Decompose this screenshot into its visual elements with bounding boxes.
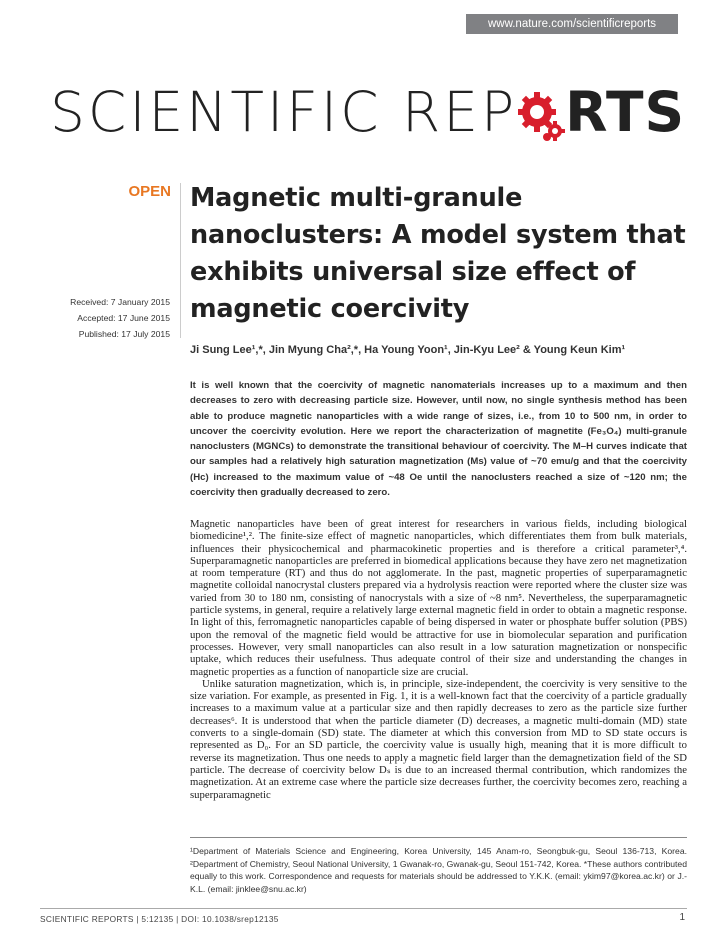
journal-masthead: [50, 82, 685, 142]
journal-url[interactable]: www.nature.com/scientificreports: [466, 14, 678, 34]
received-date: Received: 7 January 2015: [70, 297, 170, 307]
footer-citation: SCIENTIFIC REPORTS | 5:12135 | DOI: 10.1038/srep12135: [40, 914, 279, 924]
abstract: It is well known that the coercivity of magnetic nanomaterials increases up to a maximum and then decreases to zero with decreasing particle size. However, until now, no single synthesis method has been able to produce magnetic nanoparticles with a wide range of sizes, i.e., from 10 to 500 nm, in order to uncover the coercivity evolution. Here we report the characterization of magnetite (Fe₃O₄) multi-granule nanoclusters (MGNCs) to demonstrate the transitional behaviour of coercivity. The M–H curves indicate that our samples had a relatively high saturation magnetization (Ms) value of ~70 emu/g and that the coercivity (Hc) increased to the maximum value of ~48 Oe until the nanoclusters reached a size of ~120 nm; the coercivity then gradually decreased to zero.: [190, 380, 687, 499]
article-title: Magnetic multi-granule nanoclusters: A model system that exhibits universal size effect of magnetic coercivity: [190, 183, 686, 324]
author-list: Ji Sung Lee¹,*, Jin Myung Cha²,*, Ha Young Yoon¹, Jin-Kyu Lee² & Young Keun Kim¹: [190, 344, 626, 356]
masthead-text-bold: RTS: [565, 80, 686, 144]
footer-divider: [40, 908, 687, 909]
open-access-label: OPEN: [128, 183, 171, 200]
affiliations-footnote: ¹Department of Materials Science and Engineering, Korea University, 145 Anam-ro, Seongbuk-gu, Seoul 136-713, Korea. ²Department of Chemistry, Seoul National University, 1 Gwanak-ro, Gwanak-gu, Seoul 151-742, Korea. *These authors contributed equally to this work. Correspondence and requests for materials should be addressed to Y.K.K. (email: ykim97@korea.ac.kr) or J.-K.L. (email: jinklee@snu.ac.kr): [190, 846, 687, 894]
accepted-date: Accepted: 17 June 2015: [77, 313, 170, 323]
gear-logo-icon: [517, 82, 565, 142]
body-paragraph: Magnetic nanoparticles have been of great interest for researchers in various fields, including biological biomedicine¹,². The finite-size effect of magnetic nanoparticles, which differentiates them from bulk materials, influences their physicochemical and pharmacokinetic properties and is therefore a critical parameter³,⁴. Superparamagnetic nanoparticles are preferred in biomedical applications because they have zero net magnetization at room temperature (RT) and thus do not agglomerate. In the past, magnetic properties of superparamagnetic magnetite colloidal nanocrystal clusters prepared via a hydrolysis reaction were reported where the cluster size was varied from 30 to 180 nm, consisting of nanocrystals with a size of ~8 nm⁵. Nevertheless, the superparamagnetic particle systems, in general, require a relatively large external magnetic field in order to obtain a magnetic response. In light of this, ferromagnetic nanoparticles capable of being dispersed in water or phosphate buffer solution (PBS) upon the removal of the magnetic field would be attractive for use in biomolecular separation and purification processes. However, very small nanoparticles can also result in a low saturation magnetization or nonspecific uptake, which reduces their usefulness. Thus adequate control of their size and understanding the changes in magnetic properties as a function of nanoparticle size are crucial.: [190, 518, 687, 678]
page-number: 1: [679, 912, 685, 923]
footnote-divider: [190, 837, 687, 838]
article-dates: [40, 294, 170, 342]
published-date: Published: 17 July 2015: [78, 329, 170, 339]
masthead-text: SCIENTIFIC REP: [50, 80, 518, 144]
body-paragraph: Unlike saturation magnetization, which is, in principle, size-independent, the coercivity is very sensitive to the size variation. For example, as presented in Fig. 1, it is a well-known fact that the coercivity of a particle gradually increases to a maximum value at a particular size and then rapidly decreases to zero as the particle size further decreases⁶. It is understood that when the particle diameter (D) decreases, a magnetic multi-domain (MD) state converts to a single-domain (SD) state. The diameter at which this conversion from MD to SD state occurs is represented as D₀. For an SD particle, the coercivity value is usually high, meaning that it is more difficult to reverse its magnetization. Thus one needs to apply a magnetic field larger than the demagnetization field of the SD particle. The decrease of coercivity below Dₛ is due to an increased thermal contribution, which randomizes the magnetization. At an extreme case where the particle size decreases further, the coercivity becomes zero, reaching a superparamagnetic: [190, 677, 687, 801]
title-divider: [180, 183, 181, 338]
body-text: [190, 518, 687, 801]
